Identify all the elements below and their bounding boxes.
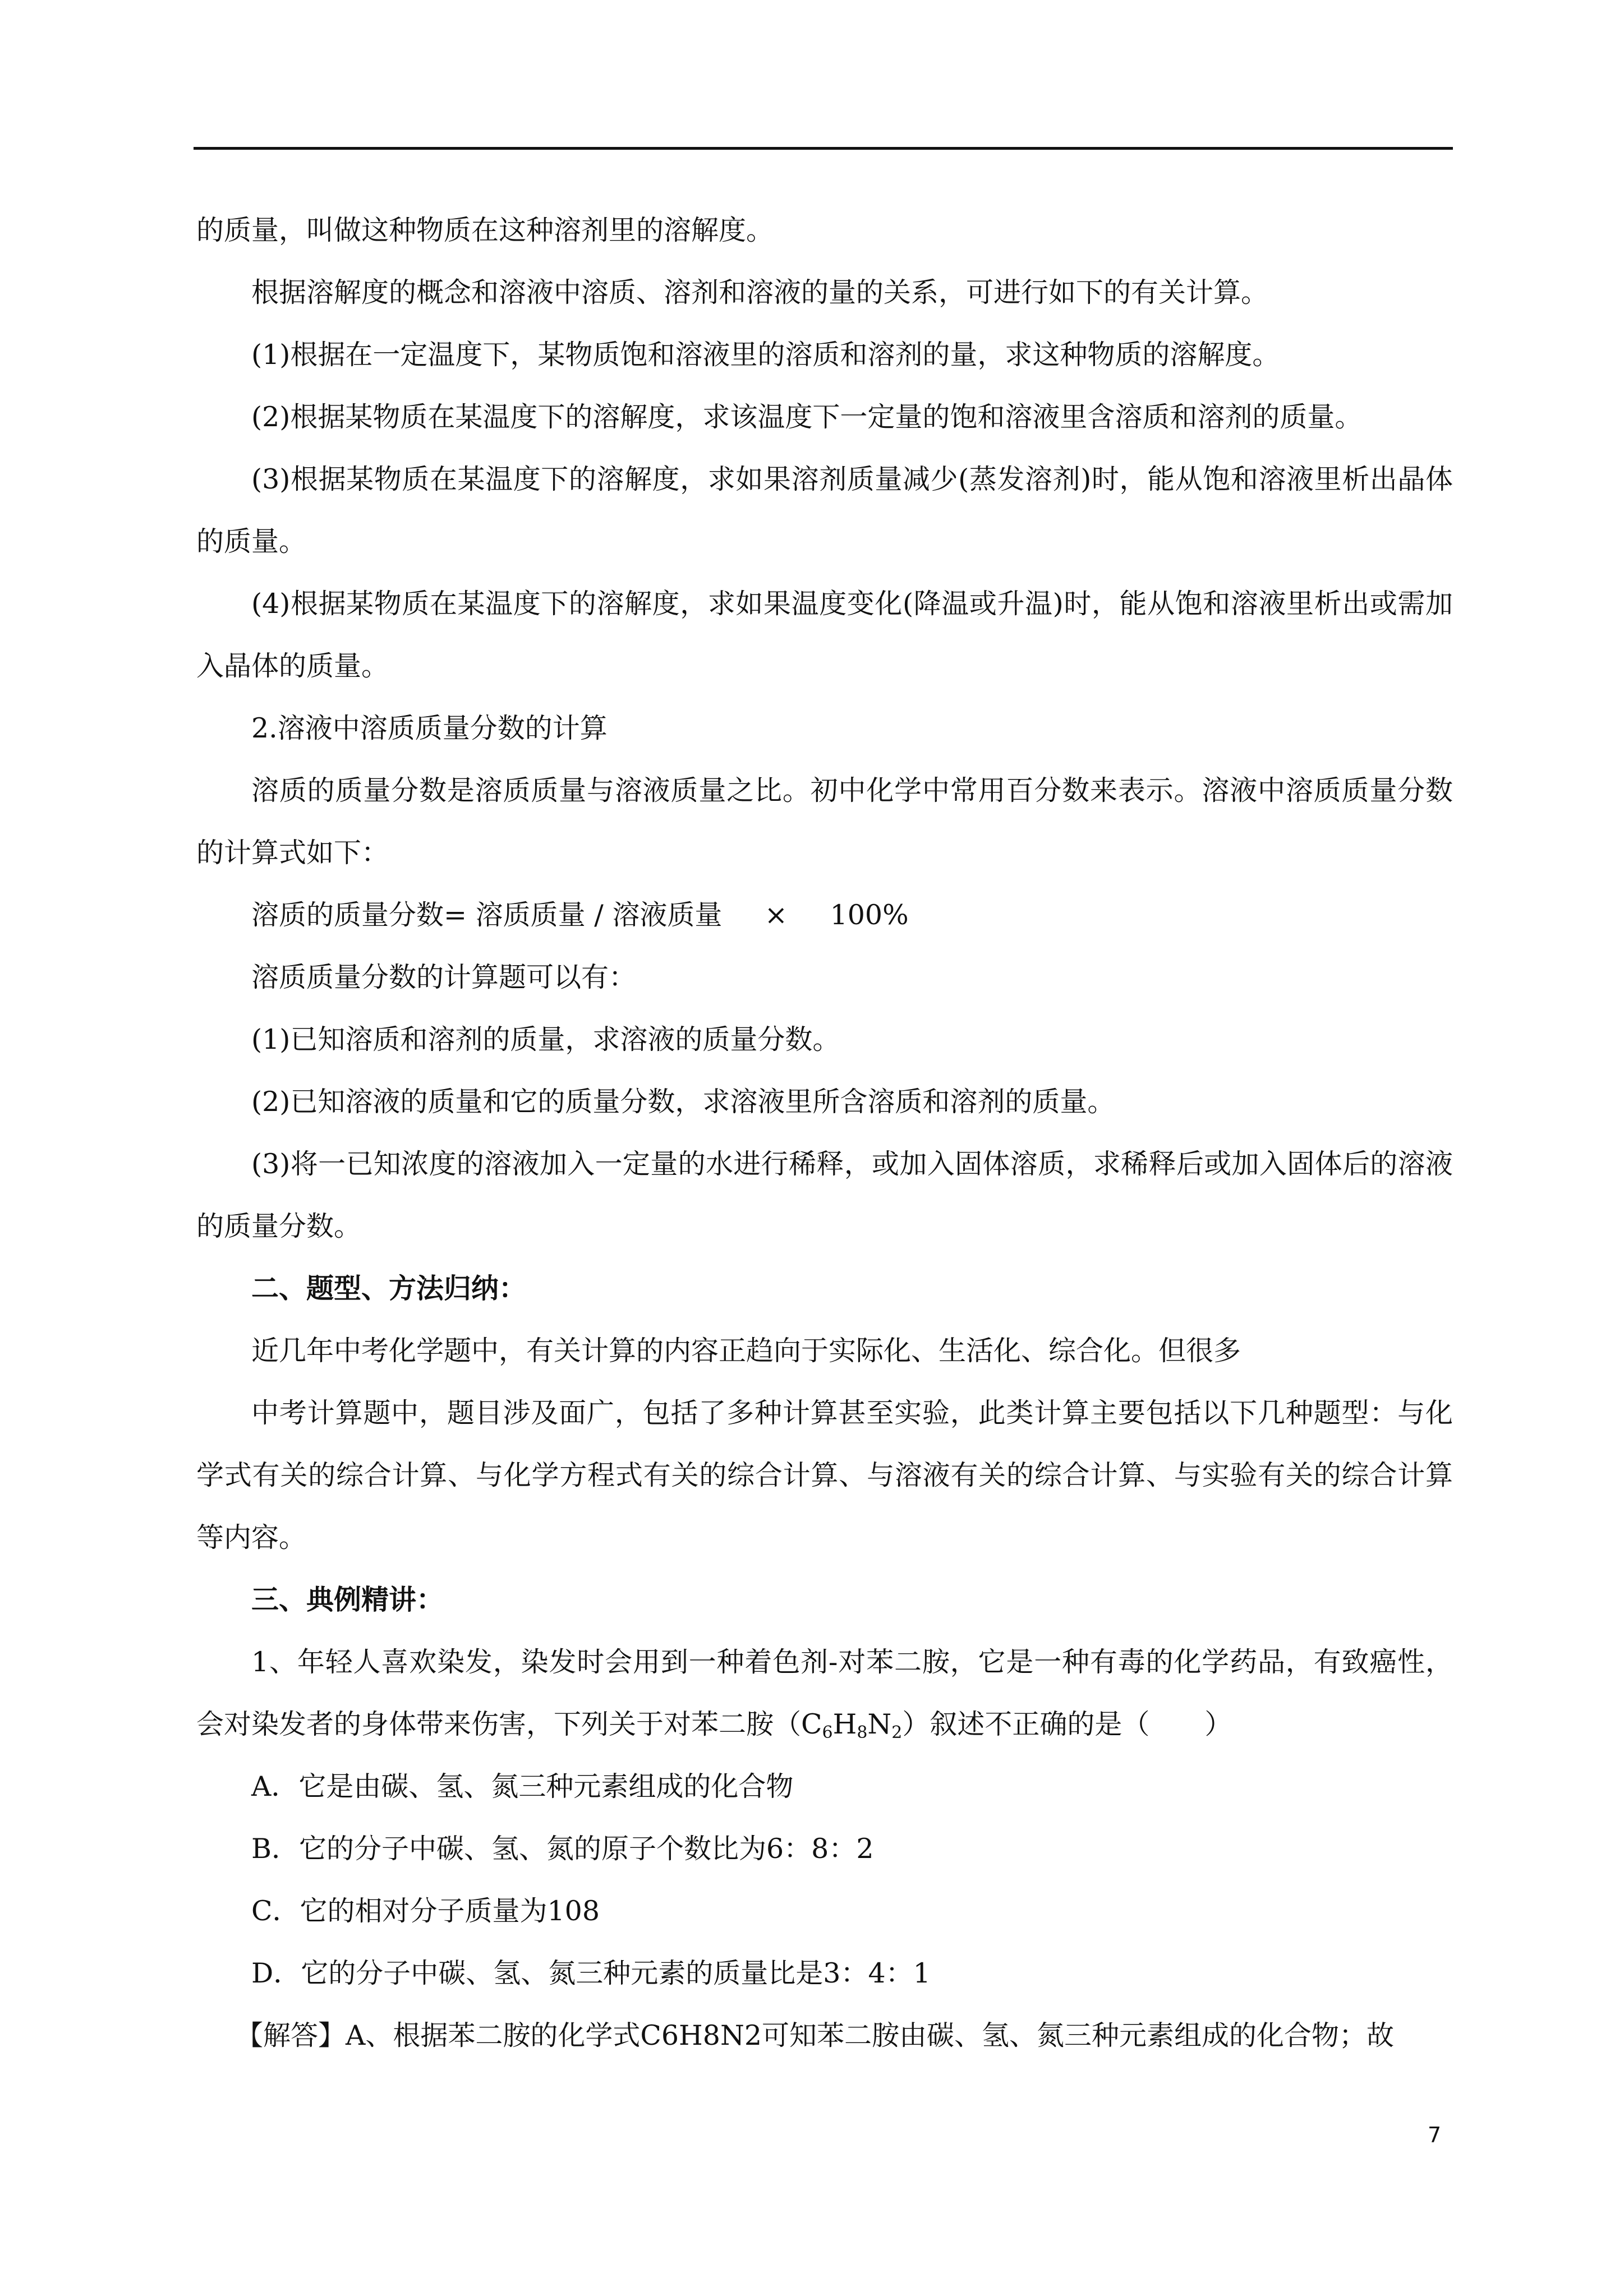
question-text: ）叙述不正确的是（ ） (902, 1708, 1232, 1740)
formula-subscript: 8 (857, 1723, 868, 1742)
formula-element: H (832, 1708, 857, 1740)
option-d: D．它的分子中碳、氢、氮三种元素的质量比是3：4：1 (251, 1957, 931, 1989)
section-heading: 三、典例精讲： (251, 1583, 444, 1616)
text-line: 的质量，叫做这种物质在这种溶剂里的溶解度。 (196, 214, 774, 246)
question-stem (196, 1631, 1453, 1755)
formula-element: N (867, 1708, 892, 1740)
paragraph: (3)将一已知浓度的溶液加入一定量的水进行稀释，或加入固体溶质，求稀释后或加入固体后的溶液的质量分数。 (196, 1148, 1453, 1242)
formula-percent: 100% (830, 899, 909, 931)
option-b: B．它的分子中碳、氢、氮的原子个数比为6：8：2 (251, 1833, 874, 1865)
paragraph: 中考计算题中，题目涉及面广，包括了多种计算甚至实验，此类计算主要包括以下几种题型：与化学式有关的综合计算、与化学方程式有关的综合计算、与溶液有关的综合计算、与实验有关的综合计算等内容。 (196, 1397, 1453, 1553)
text-line: (2)根据某物质在某温度下的溶解度，求该温度下一定量的饱和溶液里含溶质和溶剂的质量。 (251, 401, 1363, 433)
paragraph: 溶质的质量分数是溶质质量与溶液质量之比。初中化学中常用百分数来表示。溶液中溶质质量分数的计算式如下： (196, 774, 1453, 869)
paragraph: (3)根据某物质在某温度下的溶解度，求如果溶剂质量减少(蒸发溶剂)时，能从饱和溶液里析出晶体的质量。 (196, 463, 1453, 557)
formula-lhs: 溶质的质量分数= (251, 899, 467, 931)
paragraph: (4)根据某物质在某温度下的溶解度，求如果温度变化(降温或升温)时，能从饱和溶液里析出或需加入晶体的质量。 (196, 588, 1453, 682)
formula-numerator: 溶质质量 (475, 899, 586, 931)
formula-subscript: 2 (891, 1723, 903, 1742)
option-c: C．它的相对分子质量为108 (251, 1895, 600, 1927)
text-line: (2)已知溶液的质量和它的质量分数，求溶液里所含溶质和溶剂的质量。 (251, 1086, 1115, 1118)
formula-line (196, 884, 1453, 946)
document-body (196, 199, 1453, 2067)
formula-times: × (764, 899, 788, 931)
section-heading: 二、题型、方法归纳： (251, 1272, 527, 1304)
text-line: 近几年中考化学题中，有关计算的内容正趋向于实际化、生活化、综合化。但很多 (251, 1335, 1241, 1367)
text-line: 溶质质量分数的计算题可以有： (251, 961, 637, 993)
answer-line: 【解答】A、根据苯二胺的化学式C6H8N2可知苯二胺由碳、氢、氮三种元素组成的化合物；故 (236, 2020, 1395, 2051)
section-heading: 2.溶液中溶质质量分数的计算 (251, 712, 608, 744)
formula-subscript: 6 (822, 1723, 833, 1742)
formula-slash: / (594, 899, 604, 931)
text-line: (1)根据在一定温度下，某物质饱和溶液里的溶质和溶剂的量，求这种物质的溶解度。 (251, 339, 1280, 371)
text-line: 根据溶解度的概念和溶液中溶质、溶剂和溶液的量的关系，可进行如下的有关计算。 (251, 276, 1269, 308)
question-text: 1、年轻人喜欢染发，染发时会用到一种着色剂-对苯二胺，它是一种有毒的化学药品，有致癌性，会对染发者的身体带来伤害，下列关于对苯二胺（C (196, 1646, 1453, 1740)
formula-denominator: 溶液质量 (612, 899, 723, 931)
option-a: A．它是由碳、氢、氮三种元素组成的化合物 (251, 1771, 794, 1802)
text-line: (1)已知溶质和溶剂的质量，求溶液的质量分数。 (251, 1023, 840, 1055)
header-rule (194, 147, 1453, 150)
page-number: 7 (1428, 2123, 1442, 2147)
